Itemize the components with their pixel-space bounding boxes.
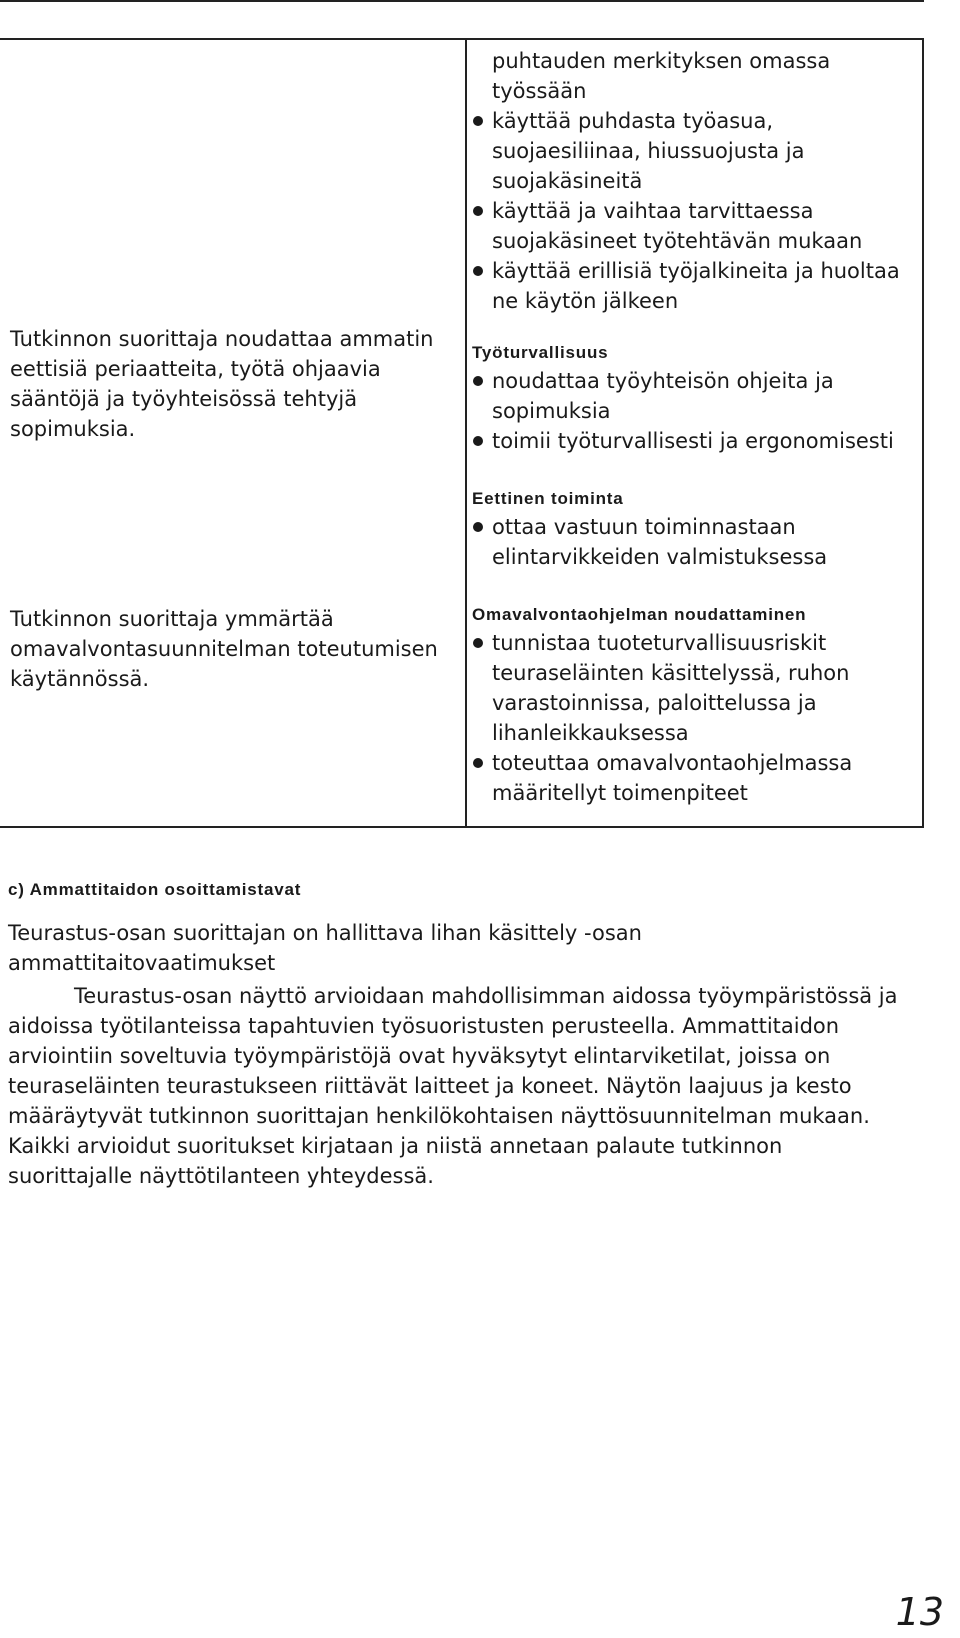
bullet-icon bbox=[473, 376, 483, 386]
bullet-icon bbox=[473, 206, 483, 216]
list-item-text: toimii työturvallisesti ja ergonomisesti bbox=[492, 429, 894, 453]
bullet-icon bbox=[473, 758, 483, 768]
list-item-text: ottaa vastuun toiminnastaan elintarvikkeiden valmistuksessa bbox=[492, 515, 828, 569]
table-left-cell-ethics bbox=[10, 324, 450, 444]
list-item bbox=[472, 426, 917, 456]
bullet-icon bbox=[473, 436, 483, 446]
body-paragraph: Teurastus-osan suorittajan on hallittava lihan käsittely -osan ammattitaitovaatimukset bbox=[8, 921, 642, 975]
list-item bbox=[472, 512, 917, 572]
continued-line: työssään bbox=[492, 79, 587, 103]
section-safety bbox=[472, 340, 917, 456]
top-rule bbox=[0, 0, 924, 2]
bullet-icon bbox=[473, 522, 483, 532]
list-item-text: tunnistaa tuoteturvallisuusriskit teuraseläinten käsittelyssä, ruhon varastoinnissa, paloittelussa ja lihanleikkauksessa bbox=[492, 631, 850, 745]
list-item-text: toteuttaa omavalvontaohjelmassa määritellyt toimenpiteet bbox=[492, 751, 853, 805]
section-title: Eettinen toiminta bbox=[472, 489, 624, 508]
list-item-text: käyttää erillisiä työjalkineita ja huoltaa ne käytön jälkeen bbox=[492, 259, 900, 313]
left-cell-text: Tutkinnon suorittaja ymmärtää omavalvontasuunnitelman toteutumisen käytännössä. bbox=[10, 607, 438, 691]
bullet-icon bbox=[473, 266, 483, 276]
list-item bbox=[472, 366, 917, 426]
list-item bbox=[472, 106, 917, 196]
list-item bbox=[472, 196, 917, 256]
table-left-cell-self-monitoring bbox=[10, 604, 450, 694]
left-cell-text: Tutkinnon suorittaja noudattaa ammatin eettisiä periaatteita, työtä ohjaavia sääntöjä ja työyhteisössä tehtyjä sopimuksia. bbox=[10, 327, 434, 441]
section-heading: c) Ammattitaidon osoittamistavat bbox=[8, 880, 302, 899]
continued-line: puhtauden merkityksen omassa bbox=[492, 49, 831, 73]
table-right-column bbox=[472, 46, 917, 808]
list-item-text: noudattaa työyhteisön ohjeita ja sopimuksia bbox=[492, 369, 834, 423]
table-column-divider bbox=[465, 38, 467, 828]
page-number: 13 bbox=[895, 1590, 944, 1634]
section-title: Työturvallisuus bbox=[472, 343, 609, 362]
list-item-text: käyttää ja vaihtaa tarvittaessa suojakäsineet työtehtävän mukaan bbox=[492, 199, 863, 253]
list-item-text: käyttää puhdasta työasua, suojaesiliinaa, hiussuojusta ja suojakäsineitä bbox=[492, 109, 805, 193]
body-paragraph: Teurastus-osan näyttö arvioidaan mahdollisimman aidossa työympäristössä ja aidoissa työtilanteissa tapahtuvien työsuoristusten perusteella. Ammattitaidon arviointiin soveltuvia työympäristöjä ovat hyväksytyt elintarviketilat, joissa on teuraseläinten teurastukseen riittävät laitteet ja koneet. Näytön laajuus ja kesto määräytyvät tutkinnon suorittajan henkilökohtaisen näyttösuunnitelman mukaan. Kaikki arvioidut suoritukset kirjataan ja niistä annetaan palaute tutkinnon suorittajalle näyttötilanteen yhteydessä. bbox=[8, 984, 898, 1188]
bullet-icon bbox=[473, 638, 483, 648]
section-ethics bbox=[472, 486, 917, 572]
list-item bbox=[472, 256, 917, 316]
bullet-icon bbox=[473, 116, 483, 126]
list-item bbox=[472, 748, 917, 808]
section-self-monitoring bbox=[472, 602, 917, 808]
list-item bbox=[472, 628, 917, 748]
section-title: Omavalvontaohjelman noudattaminen bbox=[472, 605, 807, 624]
